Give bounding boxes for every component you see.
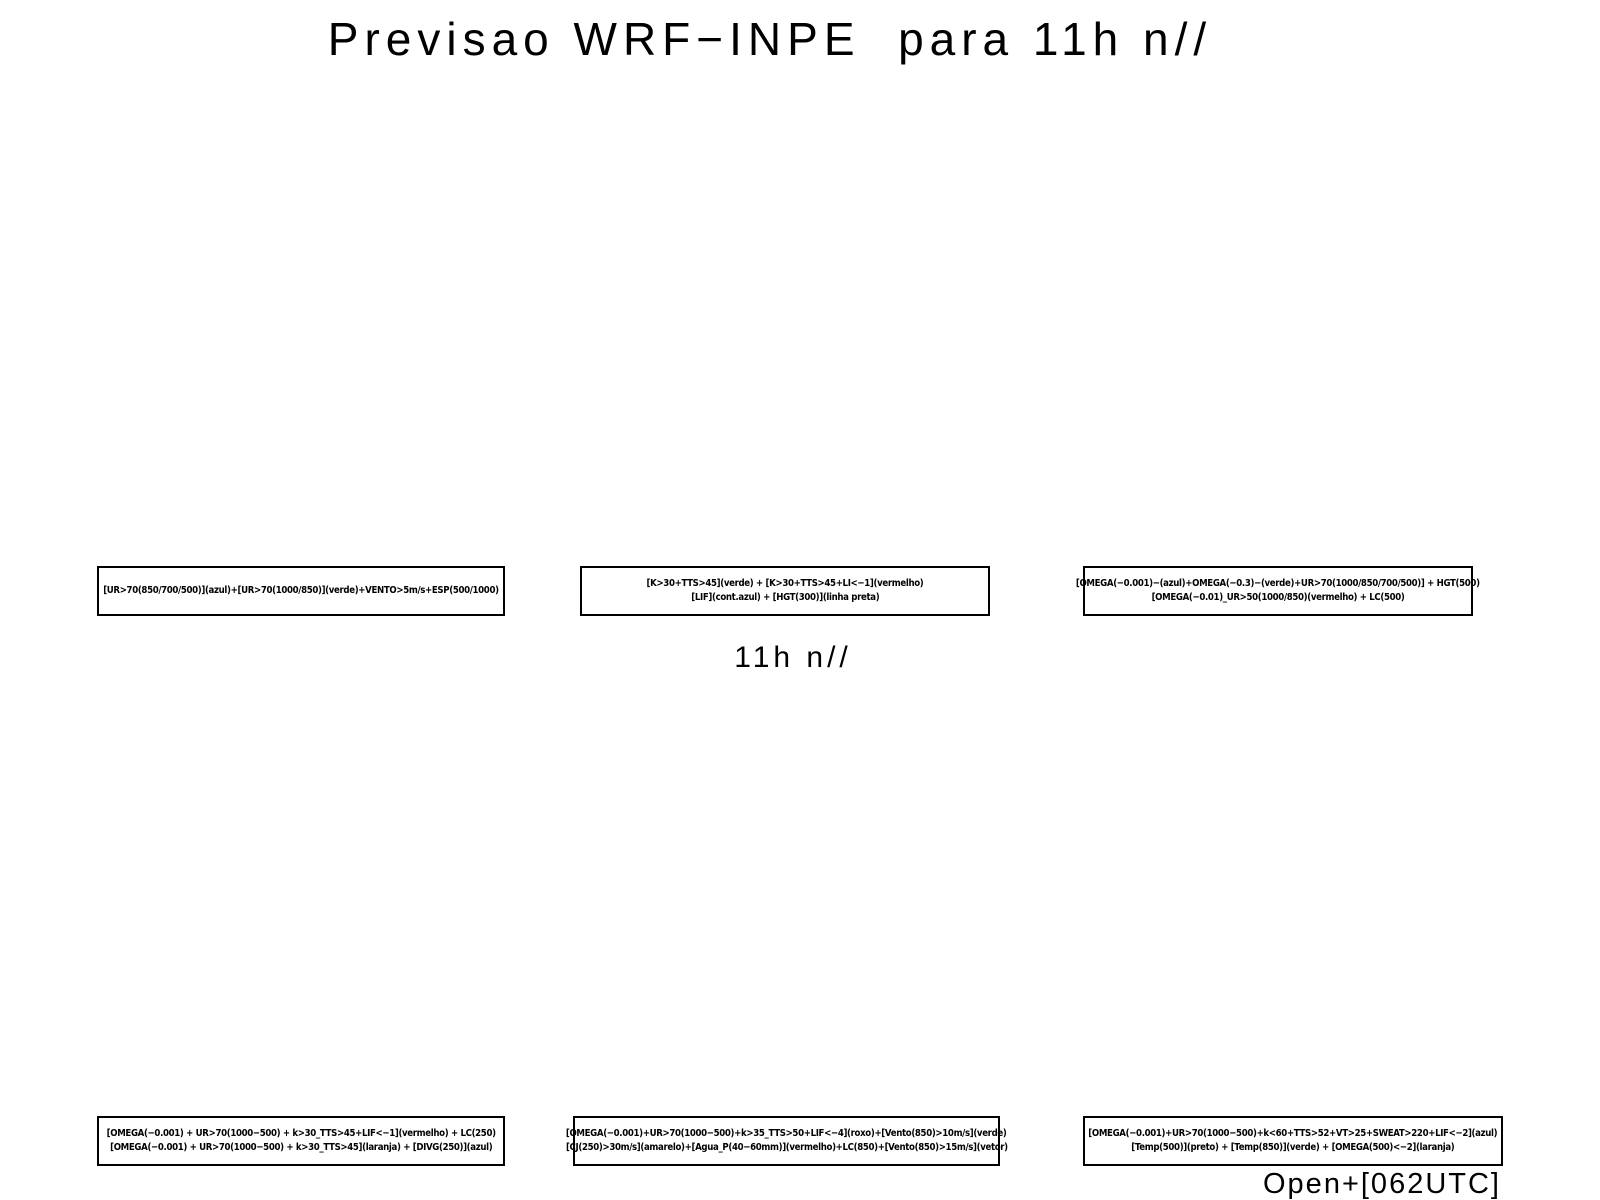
legend-line: [OMEGA(−0.001) + UR>70(1000−500) + k>30_TTS>45](laranja) + [DIVG(250)](azul) [109, 1142, 493, 1153]
page-title: Previsao WRF−INPE para 11h n// [327, 13, 1213, 65]
legend-box-top-left [97, 566, 505, 616]
legend-line: [OMEGA(−0.001) + UR>70(1000−500) + k>30_TTS>45+LIF<−1](vermelho) + LC(250) [106, 1128, 496, 1139]
legend-box-bottom-right [1083, 1116, 1503, 1166]
legend-line: [OMEGA(−0.01)_UR>50(1000/850)(vermelho) + LC(500) [1151, 592, 1405, 603]
legend-line: [CJ(250)>30m/s](amarelo)+[Agua_P(40−60mm)](vermelho)+LC(850)+[Vento(850)>15m/s](vetor) [565, 1142, 1008, 1153]
footer-status-label: Open+[062UTC] [1263, 1168, 1501, 1200]
legend-line: [UR>70(850/700/500)](azul)+[UR>70(1000/850)](verde)+VENTO>5m/s+ESP(500/1000) [103, 585, 499, 596]
legend-box-bottom-middle [565, 1116, 1008, 1166]
legend-line: [OMEGA(−0.001)−(azul)+OMEGA(−0.3)−(verde)+UR>70(1000/850/700/500)] + HGT(500) [1076, 578, 1480, 589]
legend-line: [OMEGA(−0.001)+UR>70(1000−500)+k>35_TTS>50+LIF<−4](roxo)+[Vento(850)>10m/s](verde) [566, 1128, 1007, 1139]
legend-line: [K>30+TTS>45](verde) + [K>30+TTS>45+LI<−1](vermelho) [646, 578, 924, 589]
legend-line: [OMEGA(−0.001)+UR>70(1000−500)+k<60+TTS>52+VT>25+SWEAT>220+LIF<−2](azul) [1088, 1128, 1498, 1139]
legend-box-bottom-left [97, 1116, 505, 1166]
legend-line: [LIF](cont.azul) + [HGT(300)](linha preta) [690, 592, 879, 603]
legend-line: [Temp(500)](preto) + [Temp(850)](verde) + [OMEGA(500)<−2](laranja) [1131, 1142, 1455, 1153]
legend-box-top-right [1076, 566, 1480, 616]
legend-box-top-middle [580, 566, 990, 616]
center-time-label: 11h n// [734, 641, 852, 674]
